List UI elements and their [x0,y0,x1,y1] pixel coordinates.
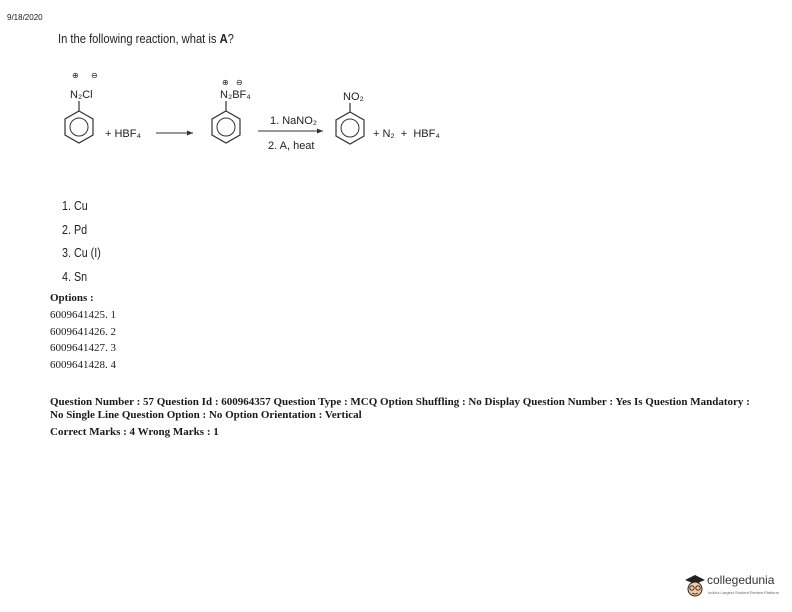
product-molecule [336,91,364,144]
step-1-label: 1. NaNO₂ [270,115,318,127]
choice-2: 2. Pd [62,222,88,237]
product-group: NO₂ [343,91,364,103]
intermediate-plus-charge: ⊕ [222,78,229,87]
collegedunia-logo [683,570,792,606]
answer-choices [62,199,101,293]
options-heading: Options : [50,292,94,304]
reactant-minus-charge: ⊖ [91,71,98,80]
choice-4: 4. Sn [62,269,88,284]
choice-3: 3. Cu (I) [62,246,101,260]
option-id-2: 6009641426. 2 [50,325,116,338]
logo-tagline: India's Largest Student Review Platform [708,590,780,595]
benzene-ring-1 [65,111,93,143]
reactant-molecule [65,71,98,143]
options-list [50,309,116,375]
print-date: 9/18/2020 [7,13,43,22]
question-metadata: Question Number : 57 Question Id : 600964357 Question Type : MCQ Option Shuffling : No Display Question Number : Yes Is Question Mandatory : No Single Line Question Option : No Option Orientation : Vertical [50,396,750,421]
mascot-icon [683,572,707,600]
question-prefix: In the following reaction, what is [58,31,220,46]
marks-info: Correct Marks : 4 Wrong Marks : 1 [50,426,219,438]
intermediate-group: N₂BF₄ [220,89,251,101]
question-text [58,31,234,46]
choice-1: 1. Cu [62,199,88,213]
step-2-label: 2. A, heat [268,140,315,152]
reactant-plus-charge: ⊕ [72,71,79,80]
option-id-4: 6009641428. 4 [50,358,116,371]
question-suffix: ? [227,31,234,46]
reactant-group: N₂Cl [70,89,93,101]
benzene-ring-2 [212,111,240,143]
logo-name: collegedunia [707,573,775,587]
benzene-ring-3 [336,112,364,144]
option-id-1: 6009641425. 1 [50,309,116,321]
reaction-scheme [40,60,500,170]
question-bold: A [219,31,228,46]
byproducts: + N₂ + HBF₄ [373,128,440,140]
intermediate-minus-charge: ⊖ [236,78,243,87]
intermediate-molecule [212,78,251,143]
option-id-3: 6009641427. 3 [50,342,116,354]
reagent-hbf4: + HBF₄ [105,128,141,140]
